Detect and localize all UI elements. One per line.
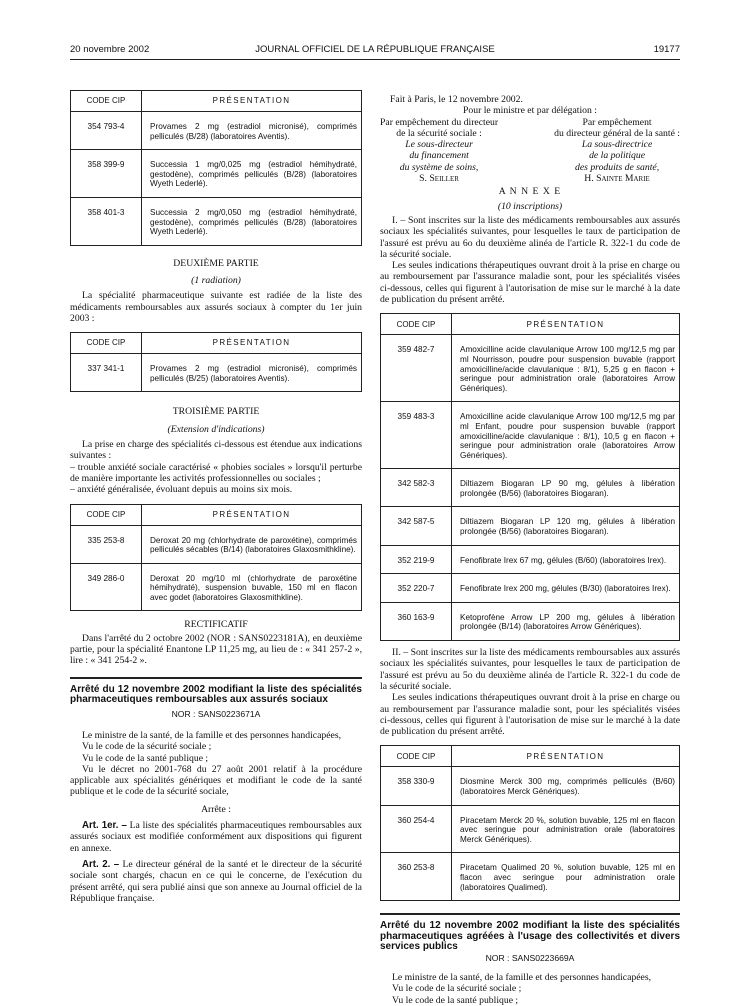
arrete-block	[380, 913, 680, 964]
cip-table-grid	[380, 313, 680, 641]
column-header-presentation: PRÉSENTATION	[452, 746, 680, 767]
cip-code: 335 253-8	[71, 525, 142, 563]
presentation-text: Ketoprofène Arrow LP 200 mg, gélules à libération prolongée (B/14) (laboratoires Arrow Génériques).	[452, 602, 680, 640]
paragraph: Vu le décret no 2001-768 du 27 août 2001 relatif à la procédure applicable aux spécialités génériques et modifiant le code de la santé publique et le code de la sécurité sociale,	[70, 763, 362, 798]
cip-code: 342 587-5	[381, 507, 452, 545]
column-header-presentation: PRÉSENTATION	[142, 504, 362, 525]
presentation-text: Amoxicilline acide clavulanique Arrow 100 mg/12,5 mg par ml Nourrisson, poudre pour suspension buvable (rapport amoxicilline/acide clavulanique : 8/1), 5,25 g en flacon + seringue pour administration orale (laboratoires Arrow Génériques).	[452, 335, 680, 402]
table-header-row	[71, 504, 362, 525]
table-row	[381, 507, 680, 545]
cip-code: 358 399-9	[71, 150, 142, 198]
section-ii-text: II. – Sont inscrites sur la liste des médicaments remboursables aux assurés sociaux les spécialités suivantes, pour lesquelles le taux de participation de l'assuré est prévu au 5o du deuxième alinéa de l'article R. 322-1 du code de la sécurité sociale.	[380, 647, 680, 692]
table-row	[71, 354, 362, 392]
signature-line: de la politique	[589, 150, 646, 162]
signature-line: du directeur général de la santé :	[554, 127, 680, 139]
page-number: 19177	[653, 44, 680, 55]
table-row	[381, 602, 680, 640]
signature-left	[380, 117, 498, 185]
paragraph: Le ministre de la santé, de la famille et des personnes handicapées,	[82, 729, 342, 741]
article-text: Le directeur général de la santé et le directeur de la sécurité sociale sont chargés, chacun en ce qui le concerne, de l'exécution du présent arrêté, qui sera publié ainsi que son annexe au Journal officiel de la République française.	[70, 858, 362, 904]
article-1	[70, 820, 362, 854]
presentation-text: Fenofibrate Irex 200 mg, gélules (B/30) (laboratoires Irex).	[452, 574, 680, 603]
table-header-row	[71, 91, 362, 112]
cip-table-grid	[70, 90, 362, 246]
signature-line: du système de soins,	[399, 161, 479, 173]
column-header-presentation: PRÉSENTATION	[142, 333, 362, 354]
part3-subtitle: (Extension d'indications)	[167, 423, 265, 435]
arrete-title: Arrêté du 12 novembre 2002 modifiant la liste des spécialités pharmaceutiques agréées à l'usage des collectivités et divers services publics	[380, 920, 680, 953]
right-column	[380, 94, 680, 1006]
left-column	[70, 90, 362, 904]
list-item: – trouble anxiété sociale caractérisé « phobies sociales » lorsqu'il perturbe de manière importante les activités professionnelles ou sociales ;	[70, 461, 362, 484]
cip-table	[70, 504, 362, 612]
cip-table	[70, 90, 362, 246]
cip-code: 349 286-0	[71, 563, 142, 611]
table-row	[381, 805, 680, 853]
delegation-line: Pour le ministre et par délégation :	[463, 105, 597, 117]
rectificatif-title: RECTIFICATIF	[184, 619, 248, 631]
journal-title: JOURNAL OFFICIEL DE LA RÉPUBLIQUE FRANÇAISE	[255, 44, 495, 55]
table-row	[71, 112, 362, 150]
cip-table-grid	[70, 332, 362, 392]
section-i-text-2: Les seules indications thérapeutiques ouvrant droit à la prise en charge ou au remboursement par l'assurance maladie sont, pour les spécialités visées ci-dessous, celles qui figurent à l'autorisation de mise sur le marché à la date de publication du présent arrêté.	[380, 260, 680, 306]
presentation-text: Amoxicilline acide clavulanique Arrow 100 mg/12,5 mg par ml Enfant, poudre pour suspension buvable (rapport amoxicilline/acide clavulanique : 8/1), 10,5 g en flacon + seringue pour administration orale (laboratoires Arrow Génériques).	[452, 402, 680, 469]
annexe-title: A N N E X E	[498, 186, 562, 198]
cip-table-grid	[70, 504, 362, 612]
annexe-subtitle: (10 inscriptions)	[497, 200, 563, 212]
article-label: Art. 1er. –	[82, 820, 127, 832]
table-row	[381, 469, 680, 507]
paragraph: Le ministre de la santé, de la famille et des personnes handicapées,	[392, 971, 652, 983]
page-header	[70, 44, 680, 58]
presentation-text: Successia 1 mg/0,025 mg (estradiol hémihydraté, gestodène), comprimés pelliculés (B/28) (laboratoires Wyeth Lederlé).	[142, 150, 362, 198]
table-row	[381, 574, 680, 603]
table-row	[71, 563, 362, 611]
table-row	[381, 402, 680, 469]
cip-code: 352 219-9	[381, 545, 452, 574]
cip-code: 359 482-7	[381, 335, 452, 402]
fait-line: Fait à Paris, le 12 novembre 2002.	[390, 94, 523, 105]
part3-title: TROISIÈME PARTIE	[172, 406, 260, 418]
arrete-nor: NOR : SANS0223669A	[485, 952, 575, 963]
table-row	[381, 853, 680, 901]
table-row	[381, 767, 680, 805]
arrete-title: Arrêté du 12 novembre 2002 modifiant la liste des spécialités pharmaceutiques remboursables aux assurés sociaux	[70, 683, 362, 706]
cip-code: 342 582-3	[381, 469, 452, 507]
table-header-row	[381, 746, 680, 767]
table-row	[71, 525, 362, 563]
paragraph: Vu le code de la santé publique ;	[392, 994, 519, 1006]
presentation-text: Diltiazem Biogaran LP 120 mg, gélules à libération prolongée (B/56) (laboratoires Biogaran).	[452, 507, 680, 545]
signature-line: H. Sainte Marie	[584, 173, 650, 185]
header-date: 20 novembre 2002	[70, 44, 150, 55]
signature-line: de la sécurité sociale :	[396, 127, 482, 139]
table-row	[381, 545, 680, 574]
presentation-text: Provames 2 mg (estradiol micronisé), comprimés pelliculés (B/25) (laboratoires Aventis).	[142, 354, 362, 392]
paragraph: Vu le code de la santé publique ;	[82, 752, 209, 764]
part3-text: La prise en charge des spécialités ci-dessous est étendue aux indications suivantes :	[70, 439, 362, 462]
signature-line: Par empêchement	[582, 116, 652, 128]
table-row	[381, 335, 680, 402]
arrete-block	[70, 677, 362, 720]
cip-code: 359 483-3	[381, 402, 452, 469]
article-text: La liste des spécialités pharmaceutiques remboursables aux assurés sociaux est modifiée conformément aux dispositions qui figurent en annexe.	[70, 820, 363, 854]
table-row	[71, 197, 362, 245]
cip-code: 360 254-4	[381, 805, 452, 853]
signature-block	[380, 117, 680, 185]
cip-table	[380, 745, 680, 901]
column-header-code: CODE CIP	[71, 91, 142, 112]
arrete-nor: NOR : SANS0223671A	[171, 708, 261, 719]
column-header-code: CODE CIP	[381, 746, 452, 767]
signature-right	[554, 117, 680, 185]
table-row	[71, 150, 362, 198]
signature-line: des produits de santé,	[574, 161, 660, 173]
column-header-code: CODE CIP	[381, 314, 452, 335]
table-header-row	[381, 314, 680, 335]
paragraph: Vu le code de la sécurité sociale ;	[82, 741, 212, 753]
column-header-code: CODE CIP	[71, 504, 142, 525]
presentation-text: Deroxat 20 mg (chlorhydrate de paroxétine), comprimés pelliculés sécables (B/14) (laboratoires Glaxosmithkline).	[142, 525, 362, 563]
presentation-text: Successia 2 mg/0,050 mg (estradiol hémihydraté, gestodène), comprimés pelliculés (B/28) (laboratoires Wyeth Lederlé).	[142, 197, 362, 245]
list-item: – anxiété généralisée, évoluant depuis au moins six mois.	[70, 484, 293, 496]
section-i-text: I. – Sont inscrites sur la liste des médicaments remboursables aux assurés sociaux les spécialités suivantes, pour lesquelles le taux de participation de l'assuré est prévu au 6o du deuxième alinéa de l'article R. 322-1 du code de la sécurité sociale.	[380, 214, 680, 260]
header-rule	[70, 59, 680, 60]
cip-table	[380, 313, 680, 641]
part2-title: DEUXIÈME PARTIE	[173, 257, 259, 269]
cip-code: 360 253-8	[381, 853, 452, 901]
part2-text: La spécialité pharmaceutique suivante est radiée de la liste des médicaments remboursables aux assurés sociaux à compter du 1er juin 2003 :	[70, 290, 362, 324]
cip-code: 360 163-9	[381, 602, 452, 640]
arrete-label: Arrête :	[201, 803, 231, 815]
presentation-text: Piracetam Merck 20 %, solution buvable, 125 ml en flacon avec seringue pour administration orale (laboratoires Merck Génériques).	[452, 805, 680, 853]
cip-code: 354 793-4	[71, 112, 142, 150]
cip-table-grid	[380, 745, 680, 901]
article-label: Art. 2. –	[82, 858, 120, 870]
cip-code: 358 330-9	[381, 767, 452, 805]
signature-line: S. Seiller	[419, 173, 459, 185]
paragraph: Vu le code de la sécurité sociale ;	[392, 983, 522, 995]
part2-subtitle: (1 radiation)	[191, 275, 241, 287]
rectificatif-text: Dans l'arrêté du 2 octobre 2002 (NOR : SANS0223181A), en deuxième partie, pour la spécialité Enantone LP 11,25 mg, au lieu de : « 341 257-2 », lire : « 341 254-2 ».	[70, 632, 362, 667]
cip-table	[70, 332, 362, 392]
cip-code: 358 401-3	[71, 197, 142, 245]
presentation-text: Deroxat 20 mg/10 ml (chlorhydrate de paroxétine hémihydraté), suspension buvable, 150 ml en flacon avec godet (laboratoires Glaxosmithkline).	[142, 563, 362, 611]
article-2	[70, 859, 362, 904]
signature-line: La sous-directrice	[581, 139, 653, 151]
table-header-row	[71, 333, 362, 354]
section-ii-text-2: Les seules indications thérapeutiques ouvrant droit à la prise en charge ou au remboursement par l'assurance maladie sont, pour les spécialités visées ci-dessous, celles qui figurent à l'autorisation de mise sur le marché à la date de publication du présent arrêté.	[380, 692, 680, 738]
presentation-text: Piracetam Qualimed 20 %, solution buvable, 125 ml en flacon avec seringue pour administration orale (laboratoires Qualimed).	[452, 853, 680, 901]
column-header-code: CODE CIP	[71, 333, 142, 354]
cip-code: 352 220-7	[381, 574, 452, 603]
signature-line: Par empêchement du directeur	[380, 116, 499, 128]
presentation-text: Provames 2 mg (estradiol micronisé), comprimés pelliculés (B/28) (laboratoires Aventis).	[142, 112, 362, 150]
signature-line: du financement	[409, 150, 469, 162]
column-header-presentation: PRÉSENTATION	[452, 314, 680, 335]
presentation-text: Diltiazem Biogaran LP 90 mg, gélules à libération prolongée (B/56) (laboratoires Biogaran).	[452, 469, 680, 507]
presentation-text: Diosmine Merck 300 mg, comprimés pelliculés (B/60) (laboratoires Merck Génériques).	[452, 767, 680, 805]
presentation-text: Fenofibrate Irex 67 mg, gélules (B/60) (laboratoires Irex).	[452, 545, 680, 574]
column-header-presentation: PRÉSENTATION	[142, 91, 362, 112]
signature-line: Le sous-directeur	[405, 139, 473, 151]
cip-code: 337 341-1	[71, 354, 142, 392]
